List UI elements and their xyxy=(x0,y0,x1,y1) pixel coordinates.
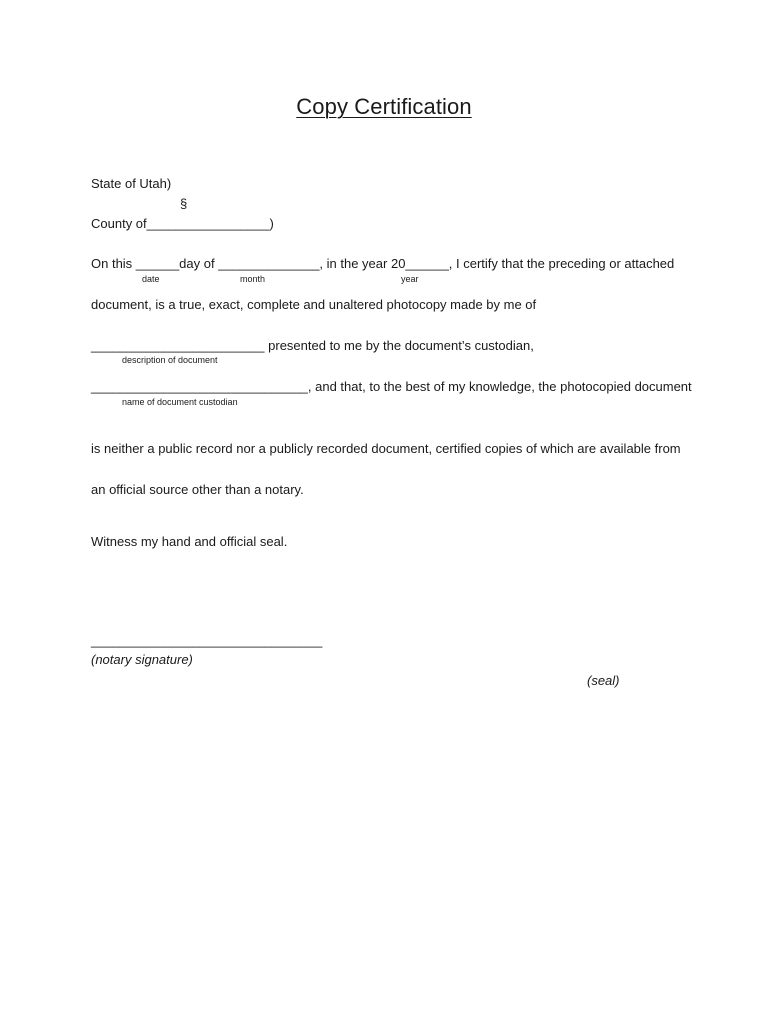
year-caption: year xyxy=(401,274,419,284)
state-line: State of Utah) xyxy=(91,176,172,191)
description-caption: description of document xyxy=(122,355,218,365)
certify-line-1: On this ______day of ______________, in the year 20______, I certify that the preceding or attached xyxy=(91,256,675,271)
document-title: Copy Certification xyxy=(296,94,472,119)
date-caption: date xyxy=(142,274,160,284)
signature-line: ________________________________ xyxy=(91,633,323,648)
month-caption: month xyxy=(240,274,266,284)
custodian-caption: name of document custodian xyxy=(122,397,238,407)
certify-line-6: an official source other than a notary. xyxy=(91,482,304,497)
seal-label: (seal) xyxy=(587,673,620,688)
notary-signature-label: (notary signature) xyxy=(91,652,193,667)
certify-line-5: is neither a public record nor a publicly recorded document, certified copies of which are available from xyxy=(91,441,681,456)
certify-line-4: ______________________________, and that, to the best of my knowledge, the photocopied document xyxy=(91,379,692,394)
section-symbol: § xyxy=(180,196,188,211)
witness-line: Witness my hand and official seal. xyxy=(91,534,288,549)
certify-line-2: document, is a true, exact, complete and unaltered photocopy made by me of xyxy=(91,297,537,312)
county-line: County of_________________) xyxy=(91,216,274,231)
certify-line-3: ________________________ presented to me by the document’s custodian, xyxy=(91,338,534,353)
